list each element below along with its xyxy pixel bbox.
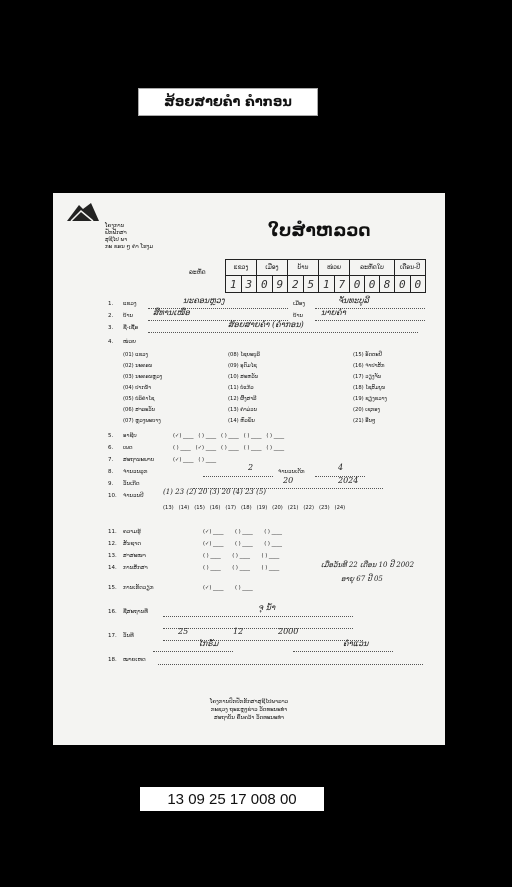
org-line: ຟັກຟັກສາ xyxy=(105,230,127,236)
code-header: ເດືອນ-ປີ xyxy=(395,260,426,276)
row-label: ເມືອງ xyxy=(293,301,306,307)
knowledge-options[interactable]: (✓) ____ ( ) ____ ( ) ____ xyxy=(203,529,282,535)
org-line: ໂຄງການ xyxy=(105,223,125,229)
options-left xyxy=(123,350,162,427)
code-digit: 7 xyxy=(334,276,350,293)
row-number: 6. xyxy=(108,445,114,451)
row-label: ບ້ານ xyxy=(123,313,134,319)
option-item[interactable]: (11) ບໍ່ແກ້ວ xyxy=(228,385,254,391)
row-label: ວັນທີ xyxy=(123,633,134,639)
row-number: 13. xyxy=(108,553,117,559)
education-options[interactable]: ( ) ____ ( ) ____ ( ) ____ xyxy=(203,565,280,571)
date-day-value: 25 xyxy=(178,627,189,636)
options-right xyxy=(353,350,387,427)
option-item[interactable]: (06) ສາລະວັນ xyxy=(123,407,156,413)
row-number: 10. xyxy=(108,493,117,499)
row-label: ສັນຊາດ xyxy=(123,541,141,547)
row-label: ແຂວງ xyxy=(123,301,137,307)
option-item[interactable]: (04) ປາກນ້ຳ xyxy=(123,385,152,391)
row-number: 2. xyxy=(108,313,114,319)
row-label: ຊື່-ເຊື້ອ xyxy=(123,325,139,331)
row-number: 7. xyxy=(108,457,114,463)
code-label: ລະຫັດ xyxy=(189,269,206,276)
children-count-value: 2 xyxy=(248,463,254,472)
code-digit: 9 xyxy=(272,276,288,293)
bottom-code-label: 13 09 25 17 008 00 xyxy=(140,787,324,811)
footer-line: ສະຖາບັນ ຄົ້ນຄວ້າ ວັດທະນະທຳ xyxy=(214,715,284,721)
option-item[interactable]: (14) ຫົວພັນ xyxy=(228,418,255,424)
code-header: ໜ່ວຍ xyxy=(319,260,350,276)
option-item[interactable]: (19) ຊຽງຂວາງ xyxy=(353,396,387,402)
organization-header xyxy=(105,223,153,251)
signer2-value: ຄຳແວນ xyxy=(343,639,369,648)
code-table xyxy=(225,259,426,293)
row-number: 3. xyxy=(108,325,114,331)
survey-form-sheet xyxy=(53,193,445,745)
option-item[interactable]: (17) ວຽງຈັນ xyxy=(353,374,382,380)
option-item[interactable]: (12) ຜົ້ງສາລີ xyxy=(228,396,257,402)
kids-count-value: 4 xyxy=(338,463,344,472)
row-number: 1. xyxy=(108,301,114,307)
code-header: ແຂວງ xyxy=(226,260,257,276)
footer-line: ກະຊວງ ຖະແຫຼງຂ່າວ ວັດທະນະທຳ xyxy=(210,707,288,713)
top-name-label: ສ້ອຍສາຍຄຳ ຄຳກອນ xyxy=(138,88,318,116)
option-item[interactable]: (21) ອື່ນໆ xyxy=(353,418,376,424)
option-item[interactable]: (09) ອຸດົມໄຊ xyxy=(228,363,257,369)
option-item[interactable]: (10) ສະຫວັນ xyxy=(228,374,259,380)
row-label: ການເຮັດວຽກ xyxy=(123,585,154,591)
row-number: 18. xyxy=(108,657,117,663)
date-right-value: ເມື່ອວັນທີ 22 ເດືອນ 10 ປີ 2002 xyxy=(321,561,415,569)
option-item[interactable]: (16) ຈຳປາສັກ xyxy=(353,363,385,369)
years-scale: (13) (14) (15) (16) (17) (18) (19) (20) (21) (22) (23) (24) xyxy=(163,505,346,511)
option-item[interactable]: (07) ຫຼວງພະບາງ xyxy=(123,418,161,424)
code-digit: 0 xyxy=(350,276,365,293)
row-label: ໝາຍເຫດ xyxy=(123,657,146,663)
options-mid xyxy=(228,350,260,427)
name-value: ສ້ອຍສາຍຄຳ (ຄຳກອນ) xyxy=(228,320,304,329)
row-number: 17. xyxy=(108,633,117,639)
date-month-value: 12 xyxy=(233,627,244,636)
code-header: ເມືອງ xyxy=(257,260,288,276)
row-number: 9. xyxy=(108,481,114,487)
code-digit: 5 xyxy=(303,276,319,293)
code-digit: 8 xyxy=(380,276,395,293)
option-item[interactable]: (13) ຄຳມ່ວນ xyxy=(228,407,257,413)
form-title: ໃບສຳຫລວດ xyxy=(268,221,371,241)
status-options[interactable]: (✓) ____ ( ) ____ xyxy=(173,457,217,463)
code-digit: 0 xyxy=(365,276,380,293)
row-label: ເພດ xyxy=(123,445,133,451)
code-digit: 3 xyxy=(241,276,257,293)
option-item[interactable]: (20) ເຊກອງ xyxy=(353,407,381,413)
option-item[interactable]: (15) ອັດຕະປື xyxy=(353,352,382,358)
row-label: ຊື່ສະຖານທີ່ xyxy=(123,609,148,615)
row-label: ສາສະໜາ xyxy=(123,553,146,559)
years-value: (1) 23 (2) 20 (3) 20 (4) 23 (5) xyxy=(163,488,267,496)
code-digit: 0 xyxy=(410,276,426,293)
org-line: ສຸຊີໄປ ພາ xyxy=(105,237,128,243)
row-label: ບ້ານ xyxy=(293,313,304,319)
row-label: ຈຳນວນປີ xyxy=(123,493,144,499)
row-number: 14. xyxy=(108,565,117,571)
row-label: ຈຳນວນລູກ xyxy=(123,469,148,475)
row-number: 12. xyxy=(108,541,117,547)
option-item[interactable]: (03) ນະຄອນຫຼວງ xyxy=(123,374,163,380)
option-item[interactable]: (02) ນະຄອນ xyxy=(123,363,153,369)
province-value: ນະຄອນຫຼວງ xyxy=(183,296,225,305)
place-value: ຈຸ ນໍ້າ xyxy=(258,603,276,612)
row-number: 5. xyxy=(108,433,114,439)
row-label: ສະຖານະພາບ xyxy=(123,457,155,463)
village-value: ສີທານເໜືອ xyxy=(153,308,190,317)
row-label: ຈຳນວນເດັກ xyxy=(278,469,305,475)
row-label: ໜ່ວຍ xyxy=(123,339,136,345)
row-number: 16. xyxy=(108,609,117,615)
row-number: 15. xyxy=(108,585,117,591)
row-label: ວັນເກີດ xyxy=(123,481,140,487)
option-item[interactable]: (18) ໄຊສົມບູນ xyxy=(353,385,386,391)
village2-value: ນາຍຄຳ xyxy=(321,308,346,317)
option-item[interactable]: (05) ບໍລິຄຳໄຊ xyxy=(123,396,155,402)
row-number: 11. xyxy=(108,529,117,535)
nationality-options[interactable]: (✓) ____ ( ) ____ ( ) ____ xyxy=(203,541,282,547)
row-number: 8. xyxy=(108,469,114,475)
date-year-value: 2000 xyxy=(278,627,299,636)
footer-line: ໂຄງການປົກປັກຮັກສາສຸຊີໄປພາລາວ xyxy=(209,699,289,705)
gender-options[interactable]: ( ) ____ (✓) ____ ( ) ____ ( ) ____ ( ) ____ xyxy=(173,445,285,451)
code-digit: 2 xyxy=(288,276,304,293)
code-digit: 1 xyxy=(319,276,335,293)
district-value: ຈັນທະບູລີ xyxy=(338,296,369,305)
org-line: ກະ ຂອນ ໆ ຄຳ ໂຮງມ xyxy=(105,244,154,250)
row-label: ຄວາມຮູ້ xyxy=(123,529,141,535)
option-item[interactable]: (08) ໄຊຍະບູລີ xyxy=(228,352,260,358)
birth-year-value: 2024 xyxy=(338,476,359,485)
row-label: ອາຊີບ xyxy=(123,433,137,439)
code-digit: 0 xyxy=(257,276,273,293)
occupation-options[interactable]: (✓) ____ ( ) ____ ( ) ____ ( ) ____ ( ) ____ xyxy=(173,433,285,439)
project-logo-icon xyxy=(63,199,103,225)
code-header: ບ້ານ xyxy=(288,260,319,276)
code-digit: 1 xyxy=(226,276,242,293)
birth-day-value: 20 xyxy=(283,476,294,485)
age-right-value: ອາຍຸ 67 ປີ 05 xyxy=(341,575,383,583)
code-header: ລະຫັດໃບ xyxy=(350,260,395,276)
form-footer xyxy=(53,698,445,722)
row-number: 4. xyxy=(108,339,114,345)
row-label: ການສຶກສາ xyxy=(123,565,148,571)
religion-options[interactable]: ( ) ____ ( ) ____ ( ) ____ xyxy=(203,553,280,559)
code-digit: 0 xyxy=(395,276,411,293)
option-item[interactable]: (01) ແຂວງ xyxy=(123,352,149,358)
signer1-value: ໄກຣັ່ມ xyxy=(198,639,219,648)
work-options[interactable]: (✓) ____ ( ) ____ xyxy=(203,585,253,591)
